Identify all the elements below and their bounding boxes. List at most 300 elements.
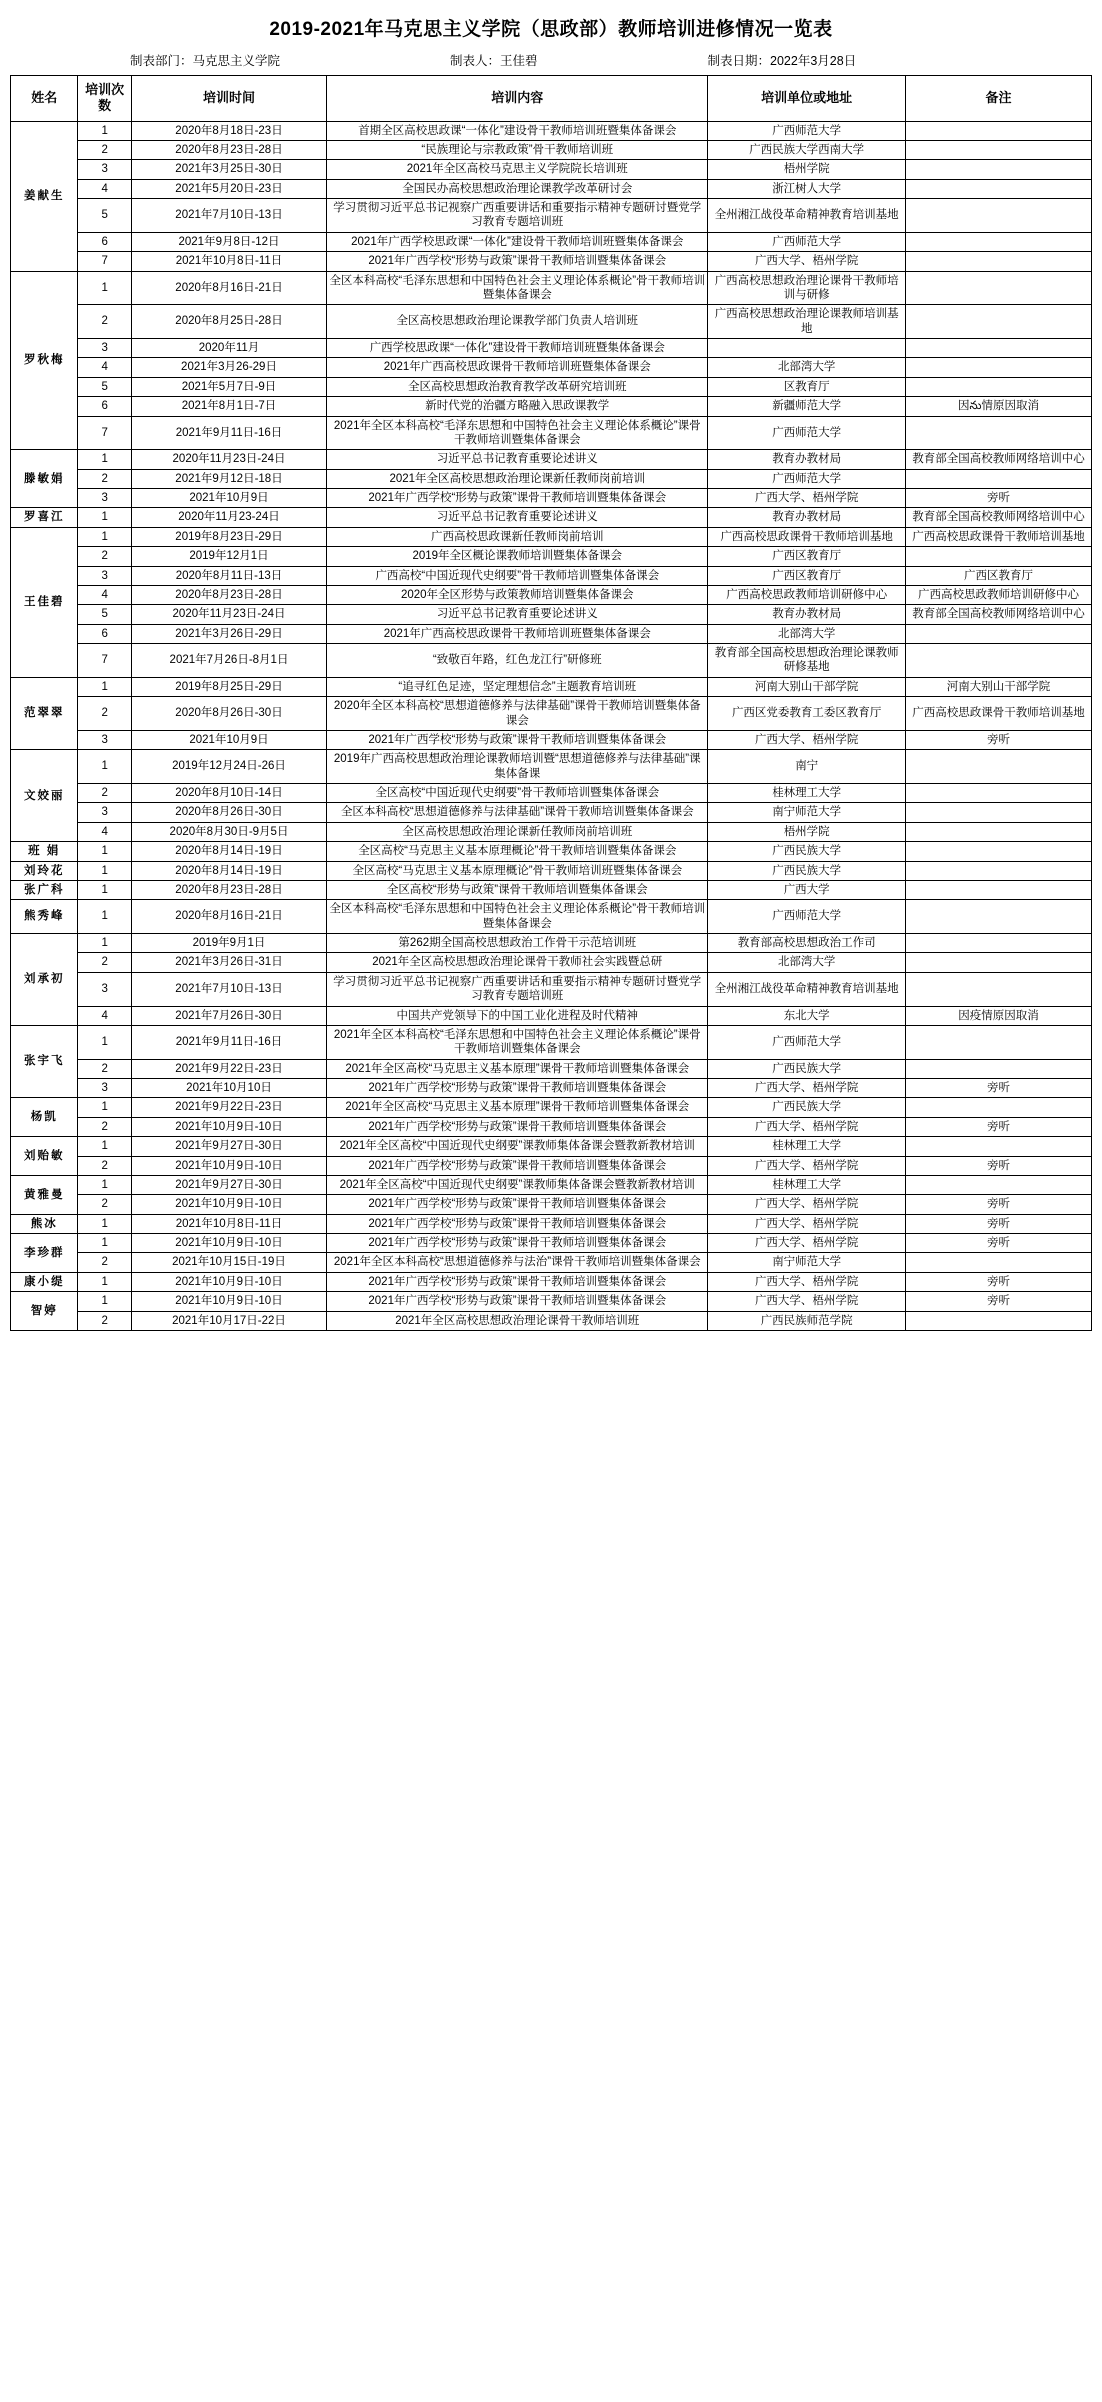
training-unit [708, 339, 906, 358]
training-time: 2021年10月9日-10日 [131, 1195, 326, 1214]
table-header-row [11, 76, 1092, 122]
training-index: 1 [78, 1272, 131, 1291]
table-row [11, 953, 1092, 972]
training-content: 2021年全区高校“马克思主义基本原理”课骨干教师培训暨集体备课会 [327, 1098, 708, 1117]
training-time: 2020年8月16日-21日 [131, 900, 326, 934]
col-count: 培训次数 [78, 76, 131, 122]
table-row [11, 199, 1092, 233]
training-unit: 东北大学 [708, 1006, 906, 1025]
training-time: 2021年9月8日-12日 [131, 232, 326, 251]
training-time: 2021年9月27日-30日 [131, 1175, 326, 1194]
table-row [11, 1214, 1092, 1233]
training-content: 2020年全区本科高校“思想道德修养与法律基础”课骨干教师培训暨集体备课会 [327, 697, 708, 731]
training-unit: 广西民族师范学院 [708, 1311, 906, 1330]
teacher-name: 杨凯 [11, 1098, 78, 1137]
training-unit: 浙江树人大学 [708, 179, 906, 198]
training-unit: 广西高校思想政治理论课教师培训基地 [708, 305, 906, 339]
table-row [11, 1253, 1092, 1272]
training-unit: 广西大学、梧州学院 [708, 252, 906, 271]
training-index: 2 [78, 1195, 131, 1214]
training-unit: 广西大学、梧州学院 [708, 730, 906, 749]
training-note: 河南大别山干部学院 [905, 677, 1091, 696]
training-index: 3 [78, 803, 131, 822]
teacher-name: 刘贻敏 [11, 1137, 78, 1176]
training-note [905, 1098, 1091, 1117]
teacher-name: 班 娟 [11, 842, 78, 861]
training-content: “致敬百年路，红色龙江行”研修班 [327, 644, 708, 678]
training-unit: 教育部全国高校思想政治理论课教师研修基地 [708, 644, 906, 678]
table-row [11, 232, 1092, 251]
training-unit: 广西师范大学 [708, 900, 906, 934]
table-row [11, 377, 1092, 396]
training-index: 1 [78, 1292, 131, 1311]
col-content: 培训内容 [327, 76, 708, 122]
training-index: 1 [78, 1025, 131, 1059]
table-row [11, 822, 1092, 841]
training-time: 2020年8月16日-21日 [131, 271, 326, 305]
training-index: 3 [78, 160, 131, 179]
training-unit: 新疆师范大学 [708, 397, 906, 416]
training-content: 全国民办高校思想政治理论课教学改革研讨会 [327, 179, 708, 198]
training-time: 2019年12月24日-26日 [131, 750, 326, 784]
training-unit: 广西高校思政课骨干教师培训基地 [708, 527, 906, 546]
training-time: 2021年10月9日-10日 [131, 1156, 326, 1175]
training-time: 2019年12月1日 [131, 547, 326, 566]
training-unit: 广西民族大学 [708, 842, 906, 861]
training-unit: 全州湘江战役革命精神教育培训基地 [708, 972, 906, 1006]
training-time: 2020年8月14日-19日 [131, 861, 326, 880]
col-unit: 培训单位或地址 [708, 76, 906, 122]
training-unit: 广西区党委教育工委区教育厅 [708, 697, 906, 731]
training-content: 2020年全区形势与政策教师培训暨集体备课会 [327, 585, 708, 604]
training-unit: 广西大学、梧州学院 [708, 1156, 906, 1175]
training-time: 2020年8月11日-13日 [131, 566, 326, 585]
training-note [905, 842, 1091, 861]
training-note [905, 252, 1091, 271]
training-content: 全区高校“中国近现代史纲要”骨干教师培训暨集体备课会 [327, 784, 708, 803]
training-index: 1 [78, 842, 131, 861]
training-index: 2 [78, 140, 131, 159]
training-note [905, 1253, 1091, 1272]
training-content: 学习贯彻习近平总书记视察广西重要讲话和重要指示精神专题研讨暨党学习教育专题培训班 [327, 199, 708, 233]
training-unit: 广西民族大学 [708, 861, 906, 880]
training-content: 全区本科高校“毛泽东思想和中国特色社会主义理论体系概论”骨干教师培训暨集体备课会 [327, 900, 708, 934]
table-row [11, 160, 1092, 179]
training-index: 3 [78, 489, 131, 508]
training-content: 2021年全区本科高校“毛泽东思想和中国特色社会主义理论体系概论”课骨干教师培训暨集体备课会 [327, 416, 708, 450]
training-content: 广西高校“中国近现代史纲要”骨干教师培训暨集体备课会 [327, 566, 708, 585]
training-note: 广西高校思政课骨干教师培训基地 [905, 697, 1091, 731]
training-content: 2021年广西高校思政课骨干教师培训班暨集体备课会 [327, 358, 708, 377]
training-index: 5 [78, 377, 131, 396]
table-row [11, 585, 1092, 604]
teacher-name: 滕敏娟 [11, 450, 78, 508]
training-note: 因ను情原因取消 [905, 397, 1091, 416]
table-row [11, 972, 1092, 1006]
training-note [905, 160, 1091, 179]
training-unit: 河南大别山干部学院 [708, 677, 906, 696]
table-row [11, 1272, 1092, 1291]
table-row [11, 1234, 1092, 1253]
training-time: 2021年10月9日 [131, 489, 326, 508]
table-row [11, 861, 1092, 880]
training-time: 2021年3月26日-29日 [131, 624, 326, 643]
training-content: 2021年广西学校“形势与政策”课骨干教师培训暨集体备课会 [327, 1272, 708, 1291]
training-time: 2020年8月10日-14日 [131, 784, 326, 803]
training-index: 6 [78, 232, 131, 251]
col-note: 备注 [905, 76, 1091, 122]
training-index: 3 [78, 1079, 131, 1098]
training-unit: 梧州学院 [708, 160, 906, 179]
training-time: 2020年11月23日-24日 [131, 450, 326, 469]
training-note: 教育部全国高校教师网络培训中心 [905, 508, 1091, 527]
teacher-name: 范翠翠 [11, 677, 78, 750]
table-row [11, 469, 1092, 488]
training-content: 全区高校“马克思主义基本原理概论”骨干教师培训班暨集体备课会 [327, 861, 708, 880]
training-content: 2021年广西学校思政课“一体化”建设骨干教师培训班暨集体备课会 [327, 232, 708, 251]
training-index: 6 [78, 624, 131, 643]
training-index: 2 [78, 305, 131, 339]
training-content: 2021年广西高校思政课骨干教师培训班暨集体备课会 [327, 624, 708, 643]
teacher-name: 李珍群 [11, 1234, 78, 1273]
training-time: 2021年7月10日-13日 [131, 972, 326, 1006]
table-row [11, 1098, 1092, 1117]
training-note [905, 644, 1091, 678]
table-row [11, 450, 1092, 469]
table-row [11, 1006, 1092, 1025]
training-note [905, 547, 1091, 566]
training-note: 旁听 [905, 1272, 1091, 1291]
table-row [11, 1195, 1092, 1214]
training-note [905, 822, 1091, 841]
training-time: 2021年10月9日-10日 [131, 1117, 326, 1136]
table-row [11, 1292, 1092, 1311]
training-content: 习近平总书记教育重要论述讲义 [327, 605, 708, 624]
col-time: 培训时间 [131, 76, 326, 122]
table-row [11, 1137, 1092, 1156]
table-row [11, 605, 1092, 624]
table-body [11, 121, 1092, 1330]
training-unit: 全州湘江战役革命精神教育培训基地 [708, 199, 906, 233]
table-row [11, 358, 1092, 377]
training-index: 3 [78, 566, 131, 585]
training-note: 旁听 [905, 1292, 1091, 1311]
training-unit: 广西民族大学西南大学 [708, 140, 906, 159]
training-content: 2021年全区高校马克思主义学院院长培训班 [327, 160, 708, 179]
table-row [11, 750, 1092, 784]
table-row [11, 566, 1092, 585]
training-index: 4 [78, 358, 131, 377]
training-index: 4 [78, 179, 131, 198]
table-row [11, 305, 1092, 339]
training-unit: 南宁师范大学 [708, 803, 906, 822]
training-index: 3 [78, 730, 131, 749]
table-row [11, 140, 1092, 159]
training-content: 第262期全国高校思想政治工作骨干示范培训班 [327, 934, 708, 953]
teacher-name: 熊秀峰 [11, 900, 78, 934]
training-index: 1 [78, 271, 131, 305]
training-content: 2021年全区高校思想政治理论课骨干教师培训班 [327, 1311, 708, 1330]
training-note: 旁听 [905, 1195, 1091, 1214]
training-time: 2020年8月14日-19日 [131, 842, 326, 861]
training-time: 2021年10月9日-10日 [131, 1272, 326, 1291]
training-index: 2 [78, 547, 131, 566]
training-unit: 教育办教材局 [708, 450, 906, 469]
training-index: 1 [78, 450, 131, 469]
training-content: 广西高校思政课新任教师岗前培训 [327, 527, 708, 546]
training-index: 2 [78, 953, 131, 972]
training-note: 广西区教育厅 [905, 566, 1091, 585]
training-unit: 广西民族大学 [708, 1098, 906, 1117]
col-name: 姓名 [11, 76, 78, 122]
training-unit: 南宁师范大学 [708, 1253, 906, 1272]
training-time: 2021年9月22日-23日 [131, 1059, 326, 1078]
table-row [11, 842, 1092, 861]
training-note [905, 305, 1091, 339]
teacher-name: 张宇飞 [11, 1025, 78, 1098]
training-time: 2019年8月23日-29日 [131, 527, 326, 546]
training-note [905, 803, 1091, 822]
training-unit: 桂林理工大学 [708, 1137, 906, 1156]
training-unit: 广西师范大学 [708, 469, 906, 488]
training-note: 教育部全国高校教师网络培训中心 [905, 450, 1091, 469]
training-time: 2021年8月1日-7日 [131, 397, 326, 416]
teacher-name: 罗喜江 [11, 508, 78, 527]
table-row [11, 934, 1092, 953]
teacher-name: 刘承初 [11, 934, 78, 1026]
table-row [11, 880, 1092, 899]
table-row [11, 1311, 1092, 1330]
training-note: 旁听 [905, 1214, 1091, 1233]
teacher-name: 文姣丽 [11, 750, 78, 842]
training-time: 2021年9月22日-23日 [131, 1098, 326, 1117]
meta-row [10, 49, 1092, 75]
training-index: 1 [78, 677, 131, 696]
table-row [11, 697, 1092, 731]
training-time: 2021年3月25日-30日 [131, 160, 326, 179]
training-time: 2020年8月26日-30日 [131, 697, 326, 731]
training-index: 2 [78, 697, 131, 731]
training-time: 2019年8月25日-29日 [131, 677, 326, 696]
table-row [11, 416, 1092, 450]
table-row [11, 644, 1092, 678]
training-note: 旁听 [905, 1156, 1091, 1175]
training-time: 2021年10月9日 [131, 730, 326, 749]
table-row [11, 508, 1092, 527]
training-index: 1 [78, 861, 131, 880]
training-note [905, 784, 1091, 803]
training-time: 2021年9月27日-30日 [131, 1137, 326, 1156]
training-content: 全区高校“马克思主义基本原理概论”骨干教师培训暨集体备课会 [327, 842, 708, 861]
training-time: 2019年9月1日 [131, 934, 326, 953]
teacher-name: 刘玲花 [11, 861, 78, 880]
training-index: 1 [78, 1234, 131, 1253]
teacher-name: 罗秋梅 [11, 271, 78, 450]
table-row [11, 489, 1092, 508]
training-index: 2 [78, 1253, 131, 1272]
training-content: 2021年全区本科高校“毛泽东思想和中国特色社会主义理论体系概论”课骨干教师培训暨集体备课会 [327, 1025, 708, 1059]
training-content: 2021年广西学校“形势与政策”课骨干教师培训暨集体备课会 [327, 1156, 708, 1175]
training-unit: 区教育厅 [708, 377, 906, 396]
training-content: “民族理论与宗教政策”骨干教师培训班 [327, 140, 708, 159]
training-index: 1 [78, 1137, 131, 1156]
teacher-name: 黄雅曼 [11, 1175, 78, 1214]
training-unit: 广西师范大学 [708, 121, 906, 140]
table-row [11, 1079, 1092, 1098]
training-note [905, 416, 1091, 450]
training-content: 2021年广西学校“形势与政策”课骨干教师培训暨集体备课会 [327, 1214, 708, 1233]
training-index: 2 [78, 1156, 131, 1175]
training-note [905, 1137, 1091, 1156]
training-time: 2021年10月17日-22日 [131, 1311, 326, 1330]
training-content: 全区高校思想政治教育教学改革研究培训班 [327, 377, 708, 396]
training-unit: 广西大学、梧州学院 [708, 489, 906, 508]
training-index: 2 [78, 1117, 131, 1136]
training-note [905, 179, 1091, 198]
training-unit: 广西师范大学 [708, 416, 906, 450]
training-note [905, 232, 1091, 251]
training-content: 2021年全区高校“马克思主义基本原理”课骨干教师培训暨集体备课会 [327, 1059, 708, 1078]
training-unit: 广西大学、梧州学院 [708, 1272, 906, 1291]
training-index: 5 [78, 199, 131, 233]
training-content: 2021年广西学校“形势与政策”课骨干教师培训暨集体备课会 [327, 1292, 708, 1311]
training-time: 2020年11月23日-24日 [131, 605, 326, 624]
training-content: 全区高校思想政治理论课新任教师岗前培训班 [327, 822, 708, 841]
training-index: 1 [78, 1214, 131, 1233]
page-title: 2019-2021年马克思主义学院（思政部）教师培训进修情况一览表 [269, 19, 833, 40]
training-time: 2020年8月25日-28日 [131, 305, 326, 339]
training-time: 2021年9月12日-18日 [131, 469, 326, 488]
training-note [905, 1025, 1091, 1059]
table-row [11, 803, 1092, 822]
training-note [905, 1311, 1091, 1330]
training-index: 7 [78, 644, 131, 678]
training-time: 2021年10月10日 [131, 1079, 326, 1098]
training-content: 2019年全区概论课教师培训暨集体备课会 [327, 547, 708, 566]
training-unit: 南宁 [708, 750, 906, 784]
training-index: 7 [78, 416, 131, 450]
training-note [905, 624, 1091, 643]
training-time: 2021年10月9日-10日 [131, 1234, 326, 1253]
training-index: 4 [78, 822, 131, 841]
training-time: 2020年8月18日-23日 [131, 121, 326, 140]
training-note [905, 953, 1091, 972]
table-row [11, 547, 1092, 566]
training-index: 7 [78, 252, 131, 271]
training-index: 1 [78, 880, 131, 899]
training-time: 2020年8月23日-28日 [131, 880, 326, 899]
table-row [11, 252, 1092, 271]
table-row [11, 179, 1092, 198]
training-index: 1 [78, 1175, 131, 1194]
training-content: 学习贯彻习近平总书记视察广西重要讲话和重要指示精神专题研讨暨党学习教育专题培训班 [327, 972, 708, 1006]
table-row [11, 527, 1092, 546]
training-note: 因疫情原因取消 [905, 1006, 1091, 1025]
training-note [905, 271, 1091, 305]
teacher-name: 姜献生 [11, 121, 78, 271]
training-index: 1 [78, 750, 131, 784]
training-index: 1 [78, 508, 131, 527]
training-unit: 广西大学、梧州学院 [708, 1079, 906, 1098]
training-content: 2021年全区本科高校“思想道德修养与法治”课骨干教师培训暨集体备课会 [327, 1253, 708, 1272]
training-content: 2021年全区高校思想政治理论课骨干教师社会实践暨总研 [327, 953, 708, 972]
training-time: 2021年9月11日-16日 [131, 1025, 326, 1059]
training-time: 2021年5月20日-23日 [131, 179, 326, 198]
training-note: 旁听 [905, 1117, 1091, 1136]
training-unit: 教育办教材局 [708, 508, 906, 527]
meta-person: 制表人：王佳碧 [450, 54, 538, 68]
training-index: 5 [78, 605, 131, 624]
table-row [11, 1117, 1092, 1136]
training-note [905, 1175, 1091, 1194]
training-unit: 广西师范大学 [708, 1025, 906, 1059]
training-unit: 广西区教育厅 [708, 566, 906, 585]
training-time: 2021年7月10日-13日 [131, 199, 326, 233]
training-content: 中国共产党领导下的中国工业化进程及时代精神 [327, 1006, 708, 1025]
training-time: 2021年7月26日-30日 [131, 1006, 326, 1025]
training-unit: 广西大学、梧州学院 [708, 1234, 906, 1253]
training-content: 新时代党的治疆方略融入思政课教学 [327, 397, 708, 416]
training-index: 1 [78, 900, 131, 934]
training-unit: 梧州学院 [708, 822, 906, 841]
training-content: 习近平总书记教育重要论述讲义 [327, 508, 708, 527]
training-unit: 北部湾大学 [708, 624, 906, 643]
table-row [11, 900, 1092, 934]
training-note [905, 199, 1091, 233]
training-time: 2021年10月9日-10日 [131, 1292, 326, 1311]
training-note [905, 358, 1091, 377]
training-index: 1 [78, 121, 131, 140]
training-time: 2021年10月8日-11日 [131, 1214, 326, 1233]
training-index: 1 [78, 1098, 131, 1117]
training-unit: 北部湾大学 [708, 358, 906, 377]
training-note [905, 934, 1091, 953]
teacher-name: 康小缇 [11, 1272, 78, 1291]
training-note: 旁听 [905, 489, 1091, 508]
training-time: 2020年8月30日-9月5日 [131, 822, 326, 841]
training-note [905, 1059, 1091, 1078]
table-row [11, 397, 1092, 416]
training-note: 教育部全国高校教师网络培训中心 [905, 605, 1091, 624]
training-time: 2021年10月15日-19日 [131, 1253, 326, 1272]
table-row [11, 1059, 1092, 1078]
training-time: 2020年8月23日-28日 [131, 585, 326, 604]
training-unit: 桂林理工大学 [708, 784, 906, 803]
training-index: 6 [78, 397, 131, 416]
training-unit: 广西区教育厅 [708, 547, 906, 566]
training-time: 2021年3月26-29日 [131, 358, 326, 377]
training-unit: 教育部高校思想政治工作司 [708, 934, 906, 953]
training-content: 广西学校思政课“一体化”建设骨干教师培训班暨集体备课会 [327, 339, 708, 358]
training-content: 2019年广西高校思想政治理论课教师培训暨“思想道德修养与法律基础”课集体备课 [327, 750, 708, 784]
training-index: 2 [78, 469, 131, 488]
table-row [11, 677, 1092, 696]
training-content: 2021年广西学校“形势与政策”课骨干教师培训暨集体备课会 [327, 252, 708, 271]
training-time: 2021年7月26日-8月1日 [131, 644, 326, 678]
training-note [905, 880, 1091, 899]
table-row [11, 1025, 1092, 1059]
training-unit: 广西大学 [708, 880, 906, 899]
training-unit: 北部湾大学 [708, 953, 906, 972]
training-content: “追寻红色足迹，坚定理想信念”主题教育培训班 [327, 677, 708, 696]
training-time: 2020年11月 [131, 339, 326, 358]
training-time: 2021年5月7日-9日 [131, 377, 326, 396]
training-content: 全区高校“形势与政策”课骨干教师培训暨集体备课会 [327, 880, 708, 899]
training-content: 2021年全区高校“中国近现代史纲要”课教师集体备课会暨教新教材培训 [327, 1137, 708, 1156]
training-time: 2020年8月26日-30日 [131, 803, 326, 822]
training-unit: 广西师范大学 [708, 232, 906, 251]
training-content: 2021年广西学校“形势与政策”课骨干教师培训暨集体备课会 [327, 1234, 708, 1253]
